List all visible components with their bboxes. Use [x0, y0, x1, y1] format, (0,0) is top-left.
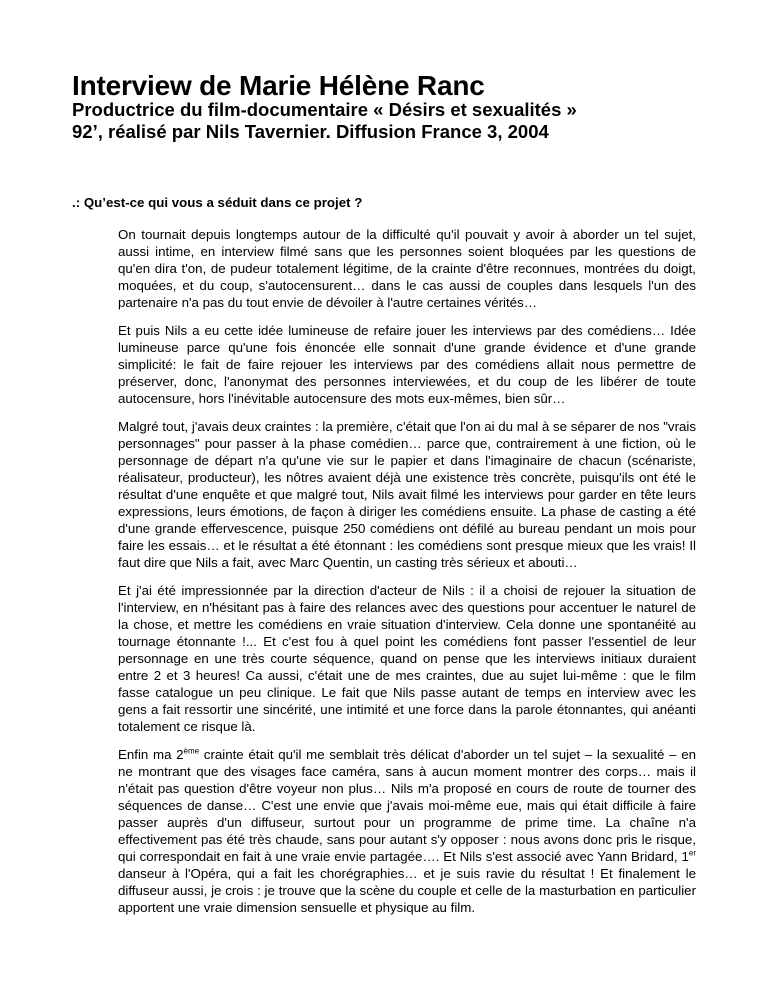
paragraph-5-text-b: crainte était qu'il me semblait très délicat d'aborder un tel sujet – la sexualité – en ne montrant que des visages face caméra, sans à aucun moment montrer des corps… mais il n'était pas question d'être voyeur non plus… Nils m'a proposé en cours de route de tourner des séquences de danse… C'est une envie que j'avais moi-même eue, mais qui était difficile à faire passer auprès d'un diffuseur, surtout pour un programme de prime time. La chaîne n'a effectivement pas été très chaude, sans pour autant s'y opposer : nous avons donc pris le risque, qui correspondait en fait à une vraie envie partagée…. Et Nils s'est associé avec Yann Bridard, 1 — [118, 747, 696, 864]
interview-question: .: Qu’est-ce qui vous a séduit dans ce projet ? — [72, 195, 363, 210]
answer-paragraph-1: On tournait depuis longtemps autour de la difficulté qu'il pouvait y avoir à aborder un tel sujet, aussi intime, en interview filmé sans que les personnes soient bloquées par les questions de qu'en dira t'on, de pudeur totalement légitime, de la crainte d'être reconnues, montrées du doigt, moquées, et du coup, s'autocensurent… dans le cas aussi de couples dans lesquels l'un des partenaire n'a pas du tout envie de dévoiler à l'autre certaines vérités… — [118, 227, 696, 310]
answer-body — [118, 226, 696, 927]
answer-paragraph-2: Et puis Nils a eu cette idée lumineuse de refaire jouer les interviews par des comédiens… Idée lumineuse parce qu'une fois énoncée elle sonnait d'une grande évidence et d'une grande simplicité: le fait de faire rejouer les interviews par des comédiens allait nous permettre de préserver, donc, l'anonymat des personnes interviewées, et du coup de les libérer de toute autocensure, hors l'inévitable autocensure des mots eux-mêmes, bien sûr… — [118, 323, 696, 406]
answer-paragraph-3: Malgré tout, j'avais deux craintes : la première, c'était que l'on ai du mal à se séparer de nos "vrais personnages" pour passer à la phase comédien… parce que, contrairement à une fiction, où le personnage de départ n'a qu'une vie sur le papier et dans l'imaginaire de chacun (scénariste, réalisateur, producteur), les nôtres avaient déjà une existence très concrète, puisqu'ils ont été le résultat d'une enquête et que malgré tout, Nils avait filmé les interviews pour garder en tête leurs expressions, leurs émotions, de façon à diriger les comédiens ensuite. La phase de casting a été d'une grande effervescence, puisque 250 comédiens ont défilé au bureau pendant un mois pour faire les essais… et le résultat a été étonnant : les comédiens sont presque mieux que les vrais! Il faut dire que Nils a fait, avec Marc Quentin, un casting très sérieux et abouti… — [118, 419, 696, 570]
paragraph-5-text-c: danseur à l'Opéra, qui a fait les chorégraphies… et je suis ravie du résultat ! Et finalement le diffuseur aussi, je crois : je trouve que la scène du couple et celle de la masturbation en particulier apportent une vraie dimension sensuelle et physique au film. — [118, 866, 696, 915]
ordinal-superscript-2: er — [688, 848, 696, 858]
document-subtitle — [72, 99, 577, 143]
subtitle-line-1: Productrice du film-documentaire « Désirs et sexualités » — [72, 99, 577, 120]
document-title: Interview de Marie Hélène Ranc — [72, 70, 485, 101]
subtitle-line-2: 92’, réalisé par Nils Tavernier. Diffusion France 3, 2004 — [72, 121, 549, 142]
paragraph-5-text-a: Enfin ma 2 — [118, 747, 184, 762]
answer-paragraph-5 — [118, 746, 696, 916]
ordinal-superscript-1: ème — [183, 746, 200, 756]
answer-paragraph-4: Et j'ai été impressionnée par la direction d'acteur de Nils : il a choisi de rejouer la situation de l'interview, en n'hésitant pas à faire des relances avec des questions pour accentuer le naturel de la chose, et mettre les comédiens en vraie situation d'interview. Cela donne une spontanéité au tournage étonnante !... Et c'est fou à quel point les comédiens font passer l'essentiel de leur personnage en une très courte séquence, quand on pense que les interviews initiaux duraient entre 2 et 3 heures! Ca aussi, c'était une de mes craintes, due au sujet lui-même : que le film fasse catalogue un peu clinique. Le fait que Nils passe autant de temps en interview avec les gens a fait ressortir une sincérité, une intimité et une force dans la parole étonnantes, qui anéanti totalement ce risque là. — [118, 583, 696, 734]
